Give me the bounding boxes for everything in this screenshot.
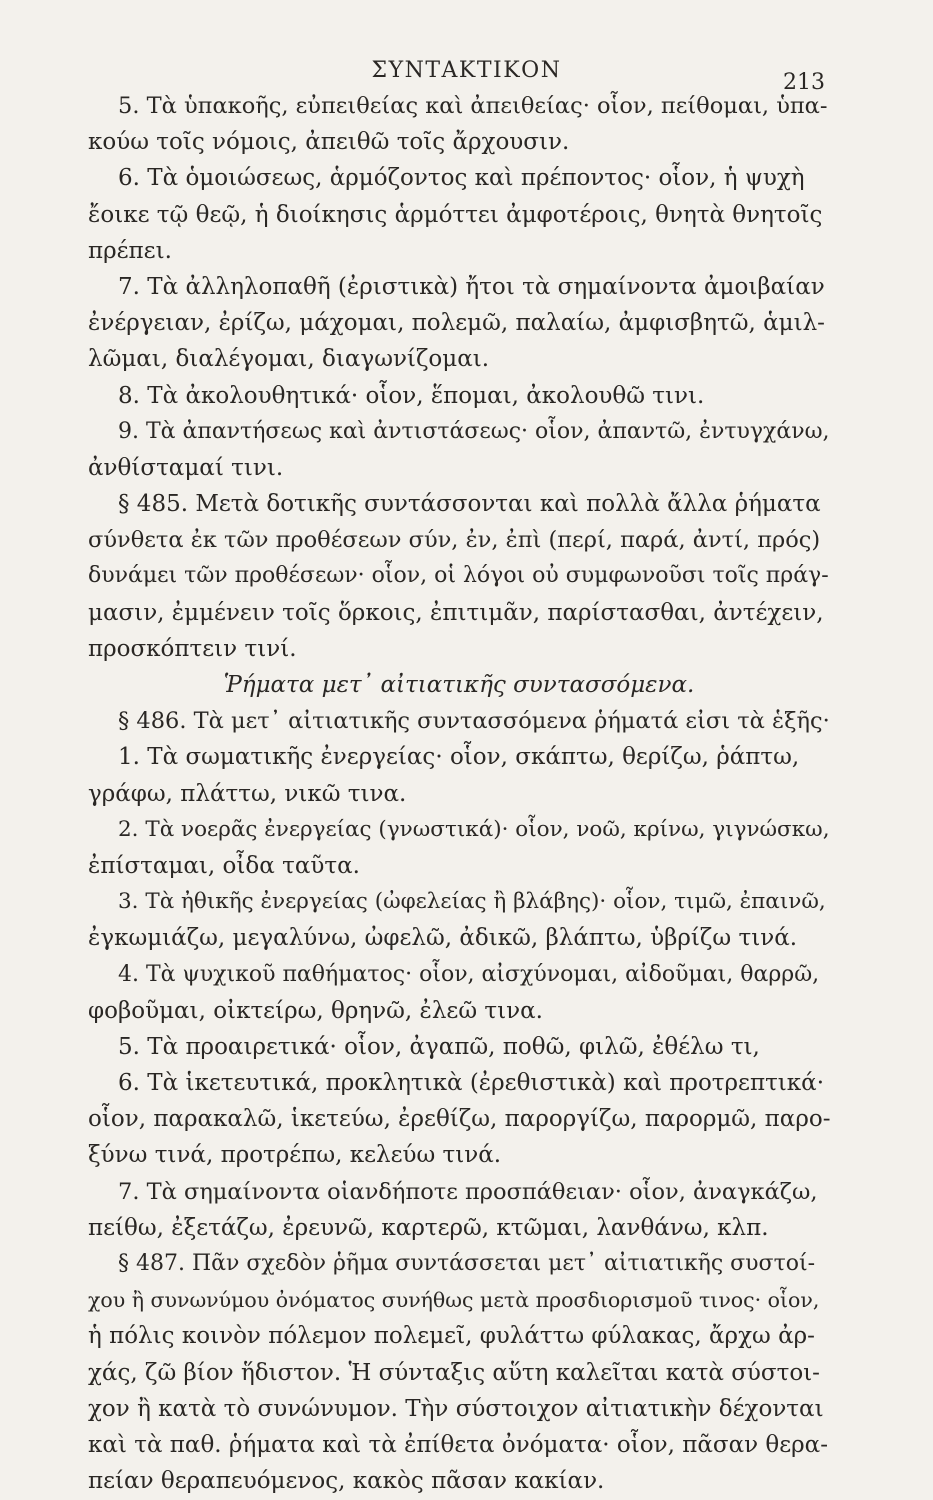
running-title: ΣΥΝΤΑΚΤΙΚΟΝ bbox=[371, 58, 562, 83]
text-line: 3. Τὰ ἠθικῆς ἐνεργείας (ὠφελείας ἢ βλάβης)· οἷον, τιμῶ, ἐπαινῶ, bbox=[118, 889, 826, 915]
text-line: 7. Τὰ σημαίνοντα οἱανδήποτε προσπάθειαν· οἷον, ἀναγκάζω, bbox=[118, 1178, 818, 1205]
text-line: ξύνω τινά, προτρέπω, κελεύω τινά. bbox=[88, 1142, 502, 1169]
text-line: φοβοῦμαι, οἰκτείρω, θρηνῶ, ἐλεῶ τινα. bbox=[88, 997, 543, 1024]
text-line: 6. Τὰ ὁμοιώσεως, ἁρμόζοντος καὶ πρέποντος· οἷον, ἡ ψυχὴ bbox=[118, 165, 805, 192]
text-line: 5. Τὰ ὑπακοῆς, εὐπειθείας καὶ ἀπειθείας· οἷον, πείθομαι, ὑπα- bbox=[118, 93, 828, 119]
text-line: ἀνθίσταμαί τινι. bbox=[88, 454, 284, 481]
text-line: οἷον, παρακαλῶ, ἱκετεύω, ἐρεθίζω, παροργίζω, παρορμῶ, παρο- bbox=[88, 1106, 830, 1133]
text-line: ἐγκωμιάζω, μεγαλύνω, ὠφελῶ, ἀδικῶ, βλάπτω, ὑβρίζω τινά. bbox=[88, 925, 798, 952]
page-number: 213 bbox=[783, 70, 825, 95]
text-line: 6. Τὰ ἱκετευτικά, προκλητικὰ (ἐρεθιστικὰ) καὶ προτρεπτικά· bbox=[118, 1070, 825, 1097]
text-line: κούω τοῖς νόμοις, ἀπειθῶ τοῖς ἄρχουσιν. bbox=[88, 129, 570, 156]
text-line: χου ἢ συνωνύμου ὀνόματος συνήθως μετὰ προσδιορισμοῦ τινος· οἷον, bbox=[88, 1288, 820, 1313]
text-line: λῶμαι, διαλέγομαι, διαγωνίζομαι. bbox=[88, 346, 490, 373]
section-line: § 486. Τὰ μετ᾽ αἰτιατικῆς συντασσόμενα ῥήματά εἰσι τὰ ἑξῆς· bbox=[118, 708, 830, 735]
text-line: 9. Τὰ ἀπαντήσεως καὶ ἀντιστάσεως· οἷον, ἀπαντῶ, ἐντυγχάνω, bbox=[118, 418, 830, 444]
page-header bbox=[0, 58, 933, 95]
text-line: πείθω, ἐξετάζω, ἐρευνῶ, καρτερῶ, κτῶμαι, λανθάνω, κλπ. bbox=[88, 1214, 769, 1241]
text-line: προσκόπτειν τινί. bbox=[88, 635, 297, 662]
text-line: πρέπει. bbox=[88, 237, 172, 264]
text-line: 7. Τὰ ἀλληλοπαθῆ (ἐριστικὰ) ἤτοι τὰ σημαίνοντα ἀμοιβαίαν bbox=[118, 273, 825, 300]
text-line: μασιν, ἐμμένειν τοῖς ὅρκοις, ἐπιτιμᾶν, παρίστασθαι, ἀντέχειν, bbox=[88, 599, 824, 626]
text-line: 2. Τὰ νοερᾶς ἐνεργείας (γνωστικά)· οἷον, νοῶ, κρίνω, γιγνώσκω, bbox=[118, 816, 830, 842]
text-line: ἐπίσταμαι, οἶδα ταῦτα. bbox=[88, 852, 360, 879]
body-text bbox=[88, 88, 830, 1499]
section-heading: Ῥήματα μετ᾽ αἰτιατικῆς συντασσόμενα. bbox=[223, 672, 695, 698]
text-line: χάς, ζῶ βίον ἥδιστον. Ἡ σύνταξις αὕτη καλεῖται κατὰ σύστοι- bbox=[88, 1359, 820, 1386]
text-line: καὶ τὰ παθ. ῥήματα καὶ τὰ ἐπίθετα ὀνόματα· οἷον, πᾶσαν θερα- bbox=[88, 1431, 828, 1458]
text-line: 4. Τὰ ψυχικοῦ παθήματος· οἷον, αἰσχύνομαι, αἰδοῦμαι, θαρρῶ, bbox=[118, 961, 820, 987]
text-line: 5. Τὰ προαιρετικά· οἷον, ἀγαπῶ, ποθῶ, φιλῶ, ἐθέλω τι, bbox=[118, 1033, 760, 1060]
text-line: ἔοικε τῷ θεῷ, ἡ διοίκησις ἁρμόττει ἀμφοτέροις, θνητὰ θνητοῖς bbox=[88, 201, 823, 228]
text-line: 1. Τὰ σωματικῆς ἐνεργείας· οἷον, σκάπτω, θερίζω, ῥάπτω, bbox=[118, 744, 800, 771]
text-line: ἐνέργειαν, ἐρίζω, μάχομαι, πολεμῶ, παλαίω, ἀμφισβητῶ, ἁμιλ- bbox=[88, 310, 825, 337]
text-line: 8. Τὰ ἀκολουθητικά· οἷον, ἕπομαι, ἀκολουθῶ τινι. bbox=[118, 382, 705, 409]
text-line: ἡ πόλις κοινὸν πόλεμον πολεμεῖ, φυλάττω φύλακας, ἄρχω ἀρ- bbox=[88, 1323, 815, 1350]
section-line: § 487. Πᾶν σχεδὸν ῥῆμα συντάσσεται μετ᾽ αἰτιατικῆς συστοί- bbox=[118, 1251, 816, 1276]
text-line: χον ἢ κατὰ τὸ συνώνυμον. Τὴν σύστοιχον αἰτιατικὴν δέχονται bbox=[88, 1395, 824, 1422]
text-line: γράφω, πλάττω, νικῶ τινα. bbox=[88, 780, 407, 807]
section-line: § 485. Μετὰ δοτικῆς συντάσσονται καὶ πολλὰ ἄλλα ῥήματα bbox=[118, 491, 821, 518]
text-line: δυνάμει τῶν προθέσεων· οἷον, οἱ λόγοι οὐ συμφωνοῦσι τοῖς πράγ- bbox=[88, 563, 829, 589]
text-line: πείαν θεραπευόμενος, κακὸς πᾶσαν κακίαν. bbox=[88, 1468, 605, 1495]
text-line: σύνθετα ἐκ τῶν προθέσεων σύν, ἐν, ἐπὶ (περί, παρά, ἀντί, πρός) bbox=[88, 527, 821, 554]
